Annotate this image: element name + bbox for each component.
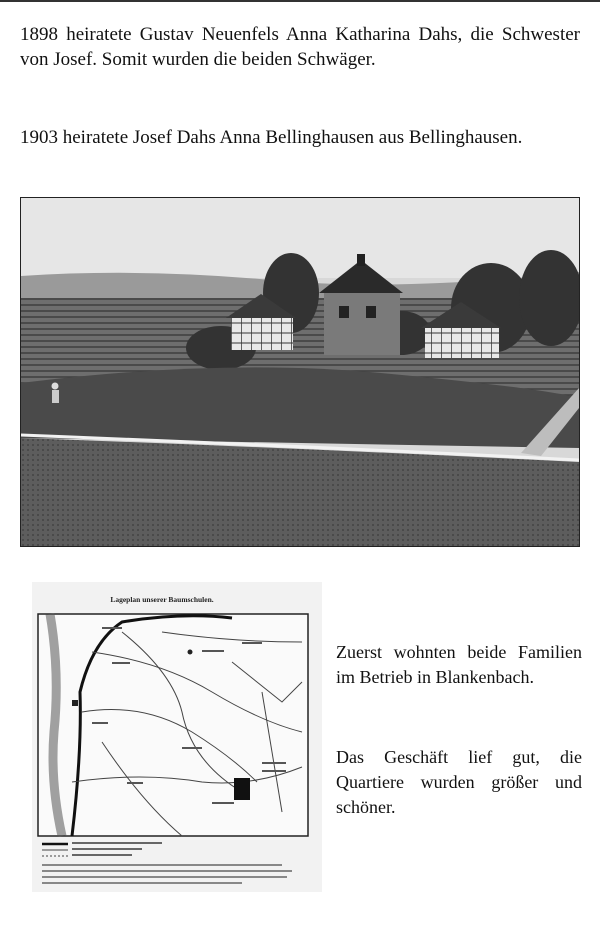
farmstead-photograph [20, 197, 580, 547]
station-marker [72, 700, 78, 706]
site-map-illustration [32, 582, 322, 892]
site-map [32, 582, 322, 892]
village-marker [188, 650, 193, 655]
paragraph-marriage-1903: 1903 heiratete Josef Dahs Anna Bellinghausen aus Bellinghausen. [20, 127, 523, 148]
paragraph-families-blankenbach: Zuerst wohnten beide Familien im Betrieb in Blankenbach. [336, 642, 582, 687]
foreground-field [21, 438, 579, 546]
paragraph-marriage-1898: 1898 heiratete Gustav Neuenfels Anna Katharina Dahs, die Schwester von Josef. Somit wurden die beiden Schwäger. [20, 24, 580, 70]
person-figure [52, 383, 60, 404]
top-rule [0, 0, 600, 2]
paragraph-business-growth: Das Geschäft lief gut, die Quartiere wurden größer und schöner. [336, 747, 582, 817]
farmstead-photo-illustration [21, 198, 579, 546]
map-title: Lageplan unserer Baumschulen. [110, 595, 214, 604]
nursery-block [234, 778, 250, 800]
